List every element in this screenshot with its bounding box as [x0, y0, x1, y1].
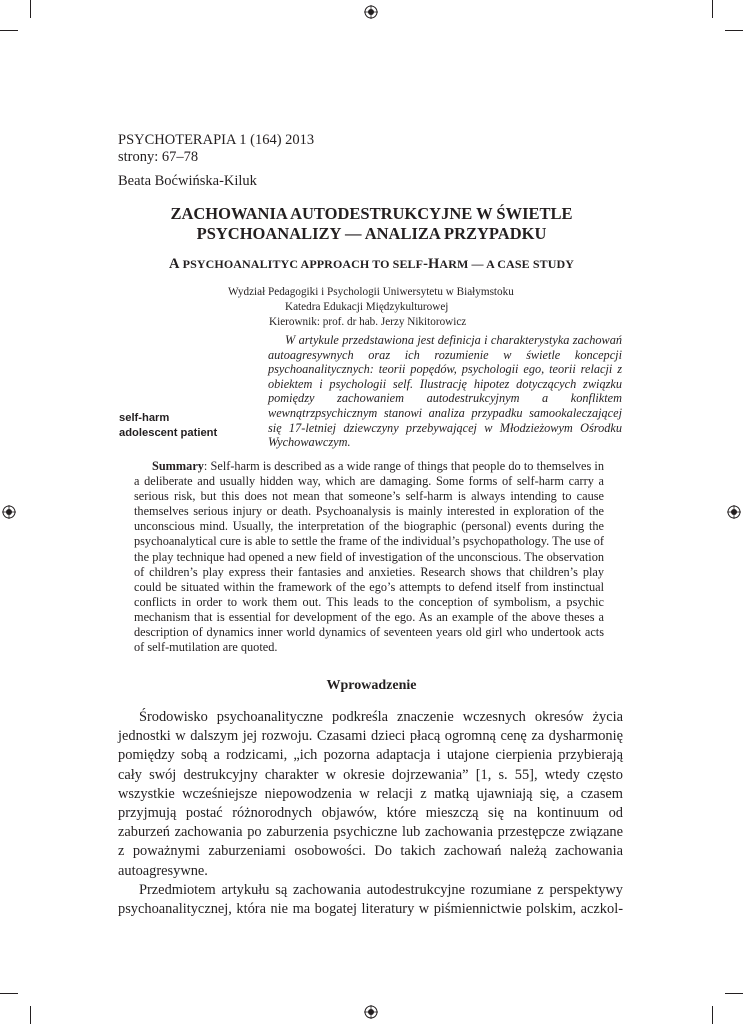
crop-mark-bottom-right-v: [712, 1006, 713, 1024]
abstract-polish: [268, 333, 622, 450]
crop-mark-top-left-v: [30, 0, 31, 18]
crop-mark-bottom-left-v: [30, 1006, 31, 1024]
section-heading: Wprowadzenie: [326, 678, 417, 693]
body-paragraph-2: Przedmiotem artykułu są zachowania autodestrukcyjne rozumiane z perspektywy psychoanalitycznej, która nie ma bogatej literatury w piśmiennictwie polskim, aczkol-: [118, 881, 623, 918]
abstract-text: W artykule przedstawiona jest definicja i charakterystyka zachowań autoagresywnych oraz ich rozumienie w świetle koncepcji psychoanalitycznych: teorii popędów, psychologii ego, teorii relacji z obiektem i psychologii self. Ilustrację hipotez dotyczących związku pomiędzy zachowaniem autodestrukcyjnym a konfliktem wewnątrzpsychicznym stanowi analiza przypadku samookaleczającej się 17-letniej dziewczyny przebywającej w Młodzieżowym Ośrodku Wychowawczym.: [268, 333, 622, 450]
body-paragraph-1: Środowisko psychoanalityczne podkreśla znaczenie wczesnych okresów życia jednostki w dalszym jej rozwoju. Czasami dzieci płacą ogromną cenę za dysharmonię pomiędzy sobą a rodzicami, „ich pozorna adaptacja i utajone cierpienia przybierają cały swój destrukcyjny charakter w okresie dojrzewania” [1, s. 55], wtedy często wszystkie wcześniejsze niepowodzenia w relacji z matką ujawniają się, a czasem przyjmują postać różnorodnych objawów, które mieszczą się na kontinuum od zaburzeń zachowania po zaburzenia psychiczne lub zachowania przestępcze związane z poważnymi zaburzeniami osobowości. Do takich zachowań należą zachowania autoagresywne.: [118, 709, 623, 879]
journal-pages: strony: 67–78: [118, 149, 199, 165]
body-text: [118, 708, 623, 919]
registration-mark-top-icon: [364, 5, 378, 19]
english-title: A PSYCHOANALITYC APPROACH TO SELF-HARM — A CASE STUDY: [168, 256, 574, 272]
journal-issue: PSYCHOTERAPIA 1 (164) 2013: [118, 132, 315, 148]
affiliation-line-1: Wydział Pedagogiki i Psychologii Uniwersytetu w Białymstoku: [228, 286, 514, 298]
affiliation-line-2: Katedra Edukacji Międzykulturowej: [285, 301, 449, 313]
registration-mark-bottom-icon: [364, 1005, 378, 1019]
registration-mark-left-icon: [2, 505, 16, 519]
keyword-2: adolescent patient: [119, 427, 218, 439]
summary-text: : Self-harm is described as a wide range of things that people do to themselves in a deliberate and usually hidden way, which are damaging. Some forms of self-harm carry a serious risk, but this does not mean that someone’s self-harm is always intending to cause themselves serious injury or death. Psychoanalysis is mainly interested in exploration of the unconscious mind. Usually, the interpretation of the biographic (personal) events during the psychoanalytical cure is able to settle the frame of the individual’s psychopathology. The use of the play technique had opened a new field of investigation of the unconscious. The observation of children’s play express their fantasies and anxieties. Research shows that children’s play could be situated within the framework of the ego’s attempts to defend itself from instinctual conflicts in order to work them out. This leads to the conception of symbolism, a psychic mechanism that is essential for development of the ego. As an example of the above theses a description of dynamics inner world dynamics of seventeen years old girl who undertook acts of self-mutilation are quoted.: [134, 459, 604, 655]
crop-mark-top-right-h: [725, 30, 743, 31]
article-title: [0, 204, 743, 244]
title-line-1: ZACHOWANIA AUTODESTRUKCYJNE W ŚWIETLE: [170, 204, 573, 223]
summary-label: Summary: [152, 459, 204, 473]
summary-block: [134, 459, 604, 655]
author-name: Beata Boćwińska-Kiluk: [118, 173, 257, 189]
crop-mark-bottom-right-h: [725, 993, 743, 994]
crop-mark-top-left-h: [0, 30, 18, 31]
crop-mark-top-right-v: [712, 0, 713, 18]
keyword-1: self-harm: [119, 412, 170, 424]
keywords: [119, 411, 217, 441]
title-line-2: PSYCHOANALIZY — ANALIZA PRZYPADKU: [196, 224, 547, 243]
registration-mark-right-icon: [727, 505, 741, 519]
crop-mark-bottom-left-h: [0, 993, 18, 994]
affiliation-line-3: Kierownik: prof. dr hab. Jerzy Nikitorowicz: [269, 316, 467, 328]
